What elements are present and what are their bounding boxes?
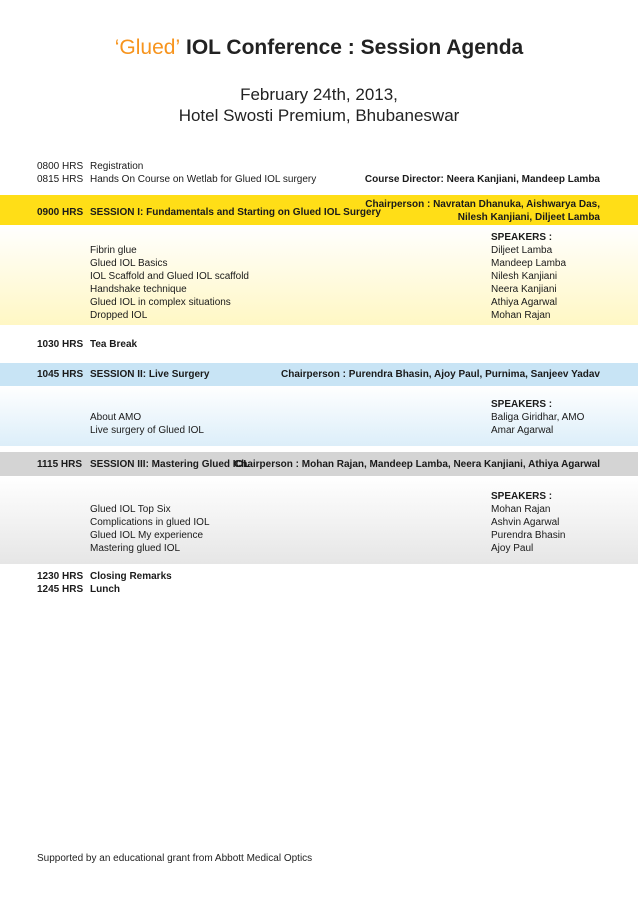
list-item: Mastering glued IOL <box>90 543 181 554</box>
page-title <box>0 36 638 60</box>
session1-speakers-label: SPEAKERS : <box>491 232 553 243</box>
session3-speakers-label: SPEAKERS : <box>491 491 553 502</box>
list-item: Glued IOL in complex situations <box>90 297 231 308</box>
event-venue: Hotel Swosti Premium, Bhubaneswar <box>178 106 460 125</box>
list-item: Fibrin glue <box>90 245 137 256</box>
speaker-name: Baliga Giridhar, AMO <box>491 412 585 423</box>
pre-label-1: Registration <box>90 161 144 172</box>
session1-chair-1: Chairperson : Navratan Dhanuka, Aishwarya Das, <box>365 199 600 210</box>
speaker-name: Mandeep Lamba <box>491 258 567 269</box>
closing-label-2: Lunch <box>90 584 120 595</box>
session1-title: SESSION I: Fundamentals and Starting on Glued IOL Surgery <box>90 207 381 218</box>
list-item: Live surgery of Glued IOL <box>90 425 204 436</box>
session2-chair: Chairperson : Purendra Bhasin, Ajoy Paul, Purnima, Sanjeev Yadav <box>281 369 600 380</box>
speaker-name: Neera Kanjiani <box>491 284 557 295</box>
speaker-name: Mohan Rajan <box>491 310 551 321</box>
list-item: Glued IOL Top Six <box>90 504 171 515</box>
title-glued: ‘Glued’ <box>114 36 181 59</box>
pre-time-2: 0815 HRS <box>37 174 84 185</box>
closing-label-1: Closing Remarks <box>90 571 172 582</box>
speaker-name: Nilesh Kanjiani <box>491 271 558 282</box>
footer-sponsor: Supported by an educational grant from Abbott Medical Optics <box>37 853 313 864</box>
session3-time: 1115 HRS <box>37 459 83 470</box>
session1-chair-2: Nilesh Kanjiani, Diljeet Lamba <box>457 212 600 223</box>
speaker-name: Ajoy Paul <box>491 543 534 554</box>
speaker-name: Purendra Bhasin <box>491 530 566 541</box>
list-item: Complications in glued IOL <box>90 517 210 528</box>
closing-time-2: 1245 HRS <box>37 584 84 595</box>
speaker-name: Ashvin Agarwal <box>491 517 560 528</box>
session2-speakers-label: SPEAKERS : <box>491 399 553 410</box>
list-item: Dropped IOL <box>90 310 148 321</box>
speaker-name: Mohan Rajan <box>491 504 551 515</box>
tea-label: Tea Break <box>90 339 138 350</box>
speaker-name: Amar Agarwal <box>491 425 554 436</box>
list-item: About AMO <box>90 412 142 423</box>
list-item: Glued IOL Basics <box>90 258 168 269</box>
list-item: Handshake technique <box>90 284 187 295</box>
session3-chair: Chairperson : Mohan Rajan, Mandeep Lamba, Neera Kanjiani, Athiya Agarwal <box>233 459 600 470</box>
list-item: Glued IOL My experience <box>90 530 204 541</box>
speaker-name: Diljeet Lamba <box>491 245 553 256</box>
closing-time-1: 1230 HRS <box>37 571 84 582</box>
tea-time: 1030 HRS <box>37 339 84 350</box>
title-rest: IOL Conference : Session Agenda <box>185 36 524 59</box>
session1-time: 0900 HRS <box>37 207 84 218</box>
pre-label-2: Hands On Course on Wetlab for Glued IOL surgery <box>90 174 317 185</box>
session2-time: 1045 HRS <box>37 369 84 380</box>
speaker-name: Athiya Agarwal <box>491 297 558 308</box>
course-director: Course Director: Neera Kanjiani, Mandeep Lamba <box>364 174 600 185</box>
pre-time-1: 0800 HRS <box>37 161 84 172</box>
session3-title: SESSION III: Mastering Glued IOL <box>90 459 250 470</box>
list-item: IOL Scaffold and Glued IOL scaffold <box>90 271 249 282</box>
session2-title: SESSION II: Live Surgery <box>90 369 210 380</box>
event-date: February 24th, 2013, <box>240 85 398 104</box>
